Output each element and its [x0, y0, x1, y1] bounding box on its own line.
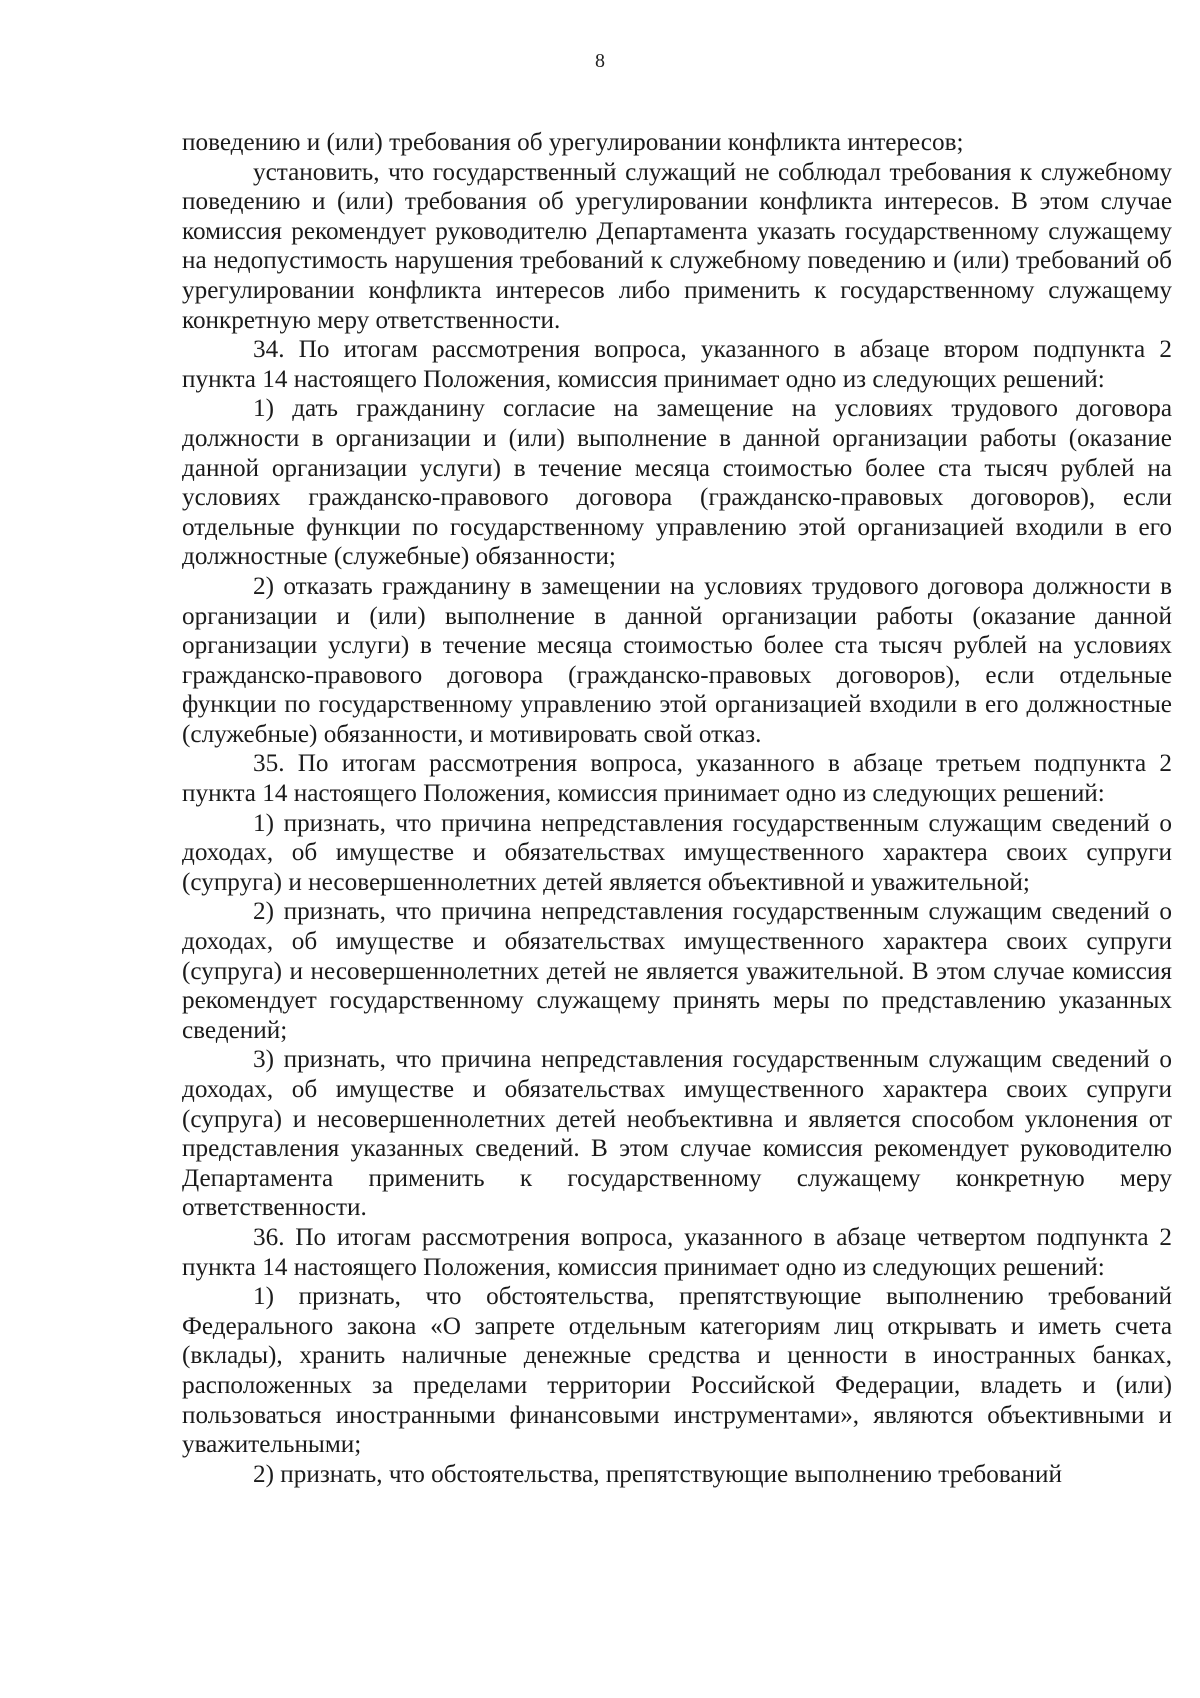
paragraph: 2) признать, что причина непредставления государственным служащим сведений о доходах, об имуществе и обязательствах имущественного характера своих супруги (супруга) и несовершеннолетних детей не является уважительной. В этом случае комиссия рекомендует государственному служащему принять меры по представлению указанных сведений;	[182, 898, 1172, 1044]
paragraph: 1) дать гражданину согласие на замещение на условиях трудового договора должности в организации и (или) выполнение в данной организации работы (оказание данной организации услуги) в течение месяца стоимостью более ста тысяч рублей на условиях гражданско-правового договора (гражданско-правовых договоров), если отдельные функции по государственному управлению этой организацией входили в его должностные (служебные) обязанности;	[182, 395, 1172, 571]
paragraph: поведению и (или) требования об урегулировании конфликта интересов;	[182, 129, 964, 156]
paragraph: 36. По итогам рассмотрения вопроса, указанного в абзаце четвертом подпункта 2 пункта 14 настоящего Положения, комиссия принимает одно из следующих решений:	[182, 1223, 1172, 1281]
paragraph: 34. По итогам рассмотрения вопроса, указанного в абзаце втором подпункта 2 пункта 14 настоящего Положения, комиссия принимает одно из следующих решений:	[182, 336, 1172, 393]
paragraph: 2) отказать гражданину в замещении на условиях трудового договора должности в организации и (или) выполнение в данной организации работы (оказание данной организации услуги) в течение месяца стоимостью более ста тысяч рублей на условиях гражданско-правового договора (гражданско-правовых договоров), если отдельные функции по государственному управлению этой организацией входили в его должностные (служебные) обязанности, и мотивировать свой отказ.	[182, 572, 1172, 748]
paragraph: 1) признать, что причина непредставления государственным служащим сведений о доходах, об имуществе и обязательствах имущественного характера своих супруги (супруга) и несовершеннолетних детей является объективной и уважительной;	[182, 809, 1172, 896]
paragraph: 35. По итогам рассмотрения вопроса, указанного в абзаце третьем подпункта 2 пункта 14 настоящего Положения, комиссия принимает одно из следующих решений:	[182, 750, 1172, 808]
page-number: 8	[595, 50, 605, 72]
paragraph: 3) признать, что причина непредставления государственным служащим сведений о доходах, об имуществе и обязательствах имущественного характера своих супруги (супруга) и несовершеннолетних детей необъективна и является способом уклонения от представления указанных сведений. В этом случае комиссия рекомендует руководителю Департамента применить к государственному служащему конкретную меру ответственности.	[182, 1046, 1172, 1222]
paragraph: установить, что государственный служащий не соблюдал требования к служебному поведению и (или) требования об урегулировании конфликта интересов. В этом случае комиссия рекомендует руководителю Департамента указать государственному служащему на недопустимость нарушения требований к служебному поведению и (или) требований об урегулировании конфликта интересов либо применить к государственному служащему конкретную меру ответственности.	[182, 158, 1172, 334]
paragraph: 1) признать, что обстоятельства, препятствующие выполнению требований Федерального закона «О запрете отдельным категориям лиц открывать и иметь счета (вклады), хранить наличные денежные средства и ценности в иностранных банках, расположенных за пределами территории Российской Федерации, владеть и (или) пользоваться иностранными финансовыми инструментами», являются объективными и уважительными;	[182, 1283, 1172, 1459]
document-body	[182, 128, 1172, 1489]
paragraph: 2) признать, что обстоятельства, препятствующие выполнению требований	[253, 1460, 1062, 1488]
